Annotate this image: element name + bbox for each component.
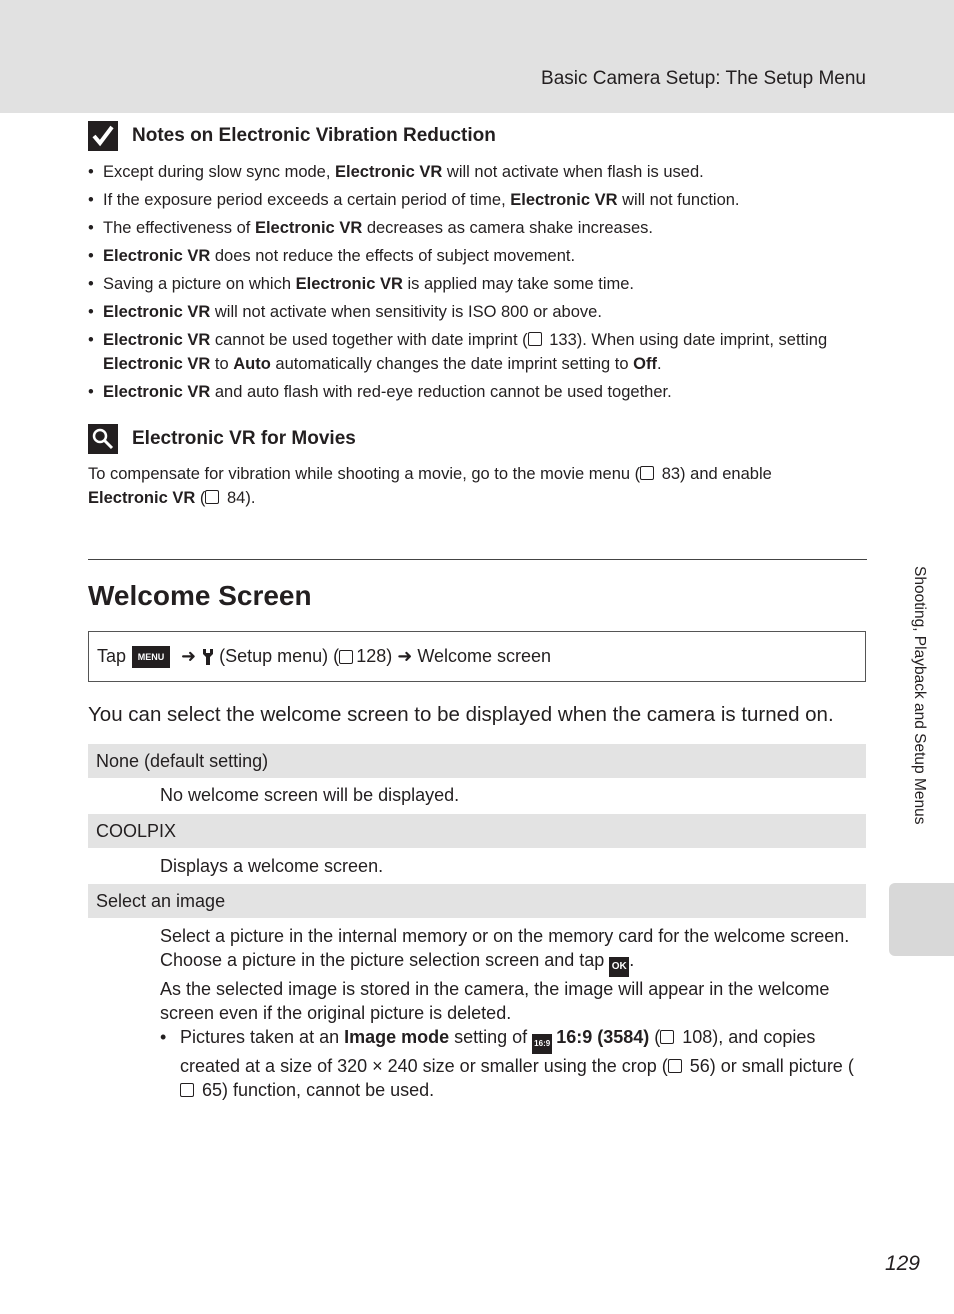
page-number: 129 bbox=[884, 1252, 920, 1275]
image-mode-16-9-icon: 16:9 bbox=[532, 1034, 552, 1054]
option-none-desc: No welcome screen will be displayed. bbox=[160, 785, 460, 805]
intro-text: You can select the welcome screen to be displayed when the camera is turned on. bbox=[88, 703, 834, 726]
book-reference-icon bbox=[180, 1083, 194, 1097]
ok-icon: OK bbox=[609, 957, 629, 977]
section-title: Welcome Screen bbox=[88, 580, 312, 611]
list-item: • Electronic VR does not reduce the effects of subject movement. bbox=[88, 244, 868, 268]
book-reference-icon bbox=[205, 490, 219, 504]
side-chapter-label: Shooting, Playback and Setup Menus bbox=[911, 566, 928, 825]
header-band bbox=[0, 0, 954, 113]
book-reference-icon bbox=[640, 466, 654, 480]
tip-paragraph: To compensate for vibration while shooting a movie, go to the movie menu ( 83) and enable Electronic VR ( 84). bbox=[88, 465, 772, 507]
notes-heading-text: Notes on Electronic Vibration Reduction bbox=[132, 125, 496, 146]
list-item: • Electronic VR will not activate when sensitivity is ISO 800 or above. bbox=[88, 300, 868, 324]
select-image-bullets bbox=[160, 1025, 860, 1102]
wrench-setup-icon bbox=[201, 648, 215, 666]
list-item: • Electronic VR cannot be used together with date imprint ( 133). When using date imprint, setting Electronic VR to Auto automatically changes the date imprint setting to Off. bbox=[88, 328, 868, 376]
path-ref-text: 128) bbox=[356, 646, 393, 666]
running-header: Basic Camera Setup: The Setup Menu bbox=[541, 68, 866, 89]
book-reference-icon bbox=[339, 650, 353, 664]
tip-heading-text: Electronic VR for Movies bbox=[132, 428, 356, 449]
option-coolpix-label: COOLPIX bbox=[88, 814, 866, 848]
notes-list bbox=[88, 160, 868, 408]
arrow-right-icon: ➜ bbox=[181, 646, 197, 666]
option-none-label: None (default setting) bbox=[88, 744, 866, 778]
list-item: • Saving a picture on which Electronic VR is applied may take some time. bbox=[88, 272, 868, 296]
option-coolpix-desc: Displays a welcome screen. bbox=[160, 856, 384, 876]
option-select-image-label: Select an image bbox=[88, 884, 866, 918]
select-image-paragraph-1: Select a picture in the internal memory or on the memory card for the welcome screen. Choose a picture in the picture selection screen and tap OK . bbox=[160, 924, 860, 977]
path-setup-text: (Setup menu) ( bbox=[219, 646, 340, 666]
tip-magnifier-icon bbox=[88, 424, 118, 454]
notes-heading bbox=[88, 121, 496, 151]
tip-heading bbox=[88, 424, 356, 454]
list-item: • If the exposure period exceeds a certain period of time, Electronic VR will not function. bbox=[88, 188, 868, 212]
list-item: • Pictures taken at an Image mode setting of 16:9 16:9 (3584) ( 108), and copies created at a size of 320 × 240 size or smaller using the crop ( 56) or small picture ( 65) function, cannot be used. bbox=[160, 1025, 860, 1102]
select-image-paragraph-2: As the selected image is stored in the camera, the image will appear in the welcome screen even if the original picture is deleted. bbox=[160, 979, 830, 1023]
menu-path-box bbox=[88, 631, 866, 682]
book-reference-icon bbox=[668, 1059, 682, 1073]
option-select-image-desc bbox=[160, 924, 860, 1102]
list-item: • Except during slow sync mode, Electronic VR will not activate when flash is used. bbox=[88, 160, 868, 184]
book-reference-icon bbox=[528, 332, 542, 346]
list-item: • Electronic VR and auto flash with red-eye reduction cannot be used together. bbox=[88, 380, 868, 404]
chapter-tab bbox=[889, 883, 954, 956]
path-target-text: Welcome screen bbox=[417, 646, 552, 666]
menu-icon: MENU bbox=[132, 646, 170, 668]
arrow-right-icon: ➜ bbox=[397, 646, 413, 666]
book-reference-icon bbox=[660, 1030, 674, 1044]
section-divider bbox=[88, 559, 867, 560]
list-item: • The effectiveness of Electronic VR decreases as camera shake increases. bbox=[88, 216, 868, 240]
path-tap-text: Tap bbox=[97, 646, 127, 666]
checkmark-note-icon bbox=[88, 121, 118, 151]
